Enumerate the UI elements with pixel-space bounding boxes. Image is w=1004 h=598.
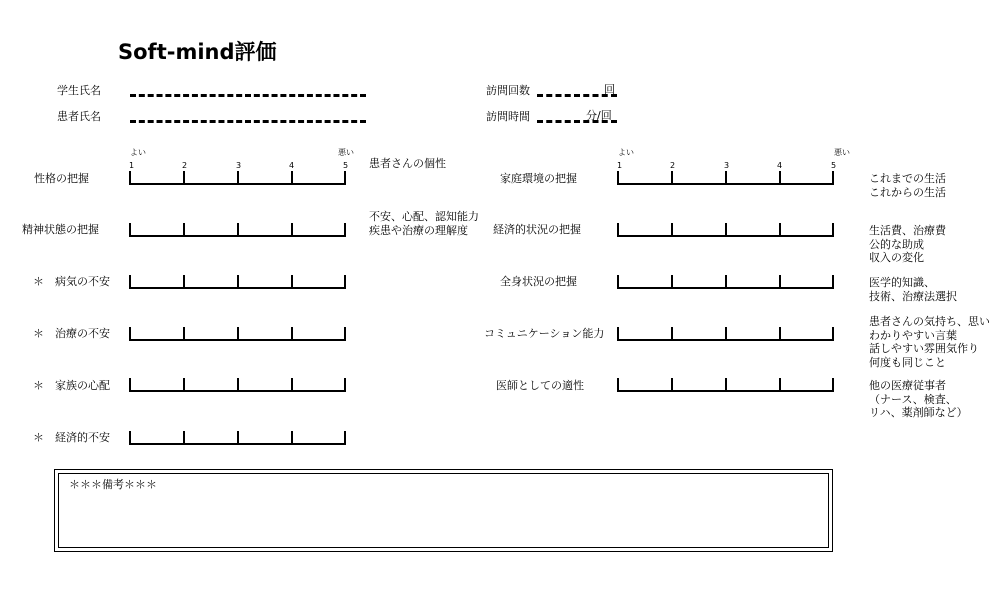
scale-left-bad-label: 悪い [338,148,354,157]
left-item-scale[interactable] [130,327,346,341]
scale-left-num-1: 1 [129,161,135,170]
left-item-label: 性格の把握 [34,172,89,185]
right-item-label: 全身状況の把握 [500,275,577,288]
right-item-label: 経済的状況の把握 [493,223,581,236]
middle-note-line: 不安、心配、認知能力 [369,210,479,223]
left-item-scale[interactable] [130,171,346,185]
right-note-line: 収入の変化 [869,251,924,264]
left-item-scale[interactable] [130,223,346,237]
left-item-scale[interactable] [130,275,346,289]
right-item-scale[interactable] [618,223,834,237]
scale-left-num-4: 4 [289,161,295,170]
right-item-notes [869,224,946,265]
scale-right-num-4: 4 [777,161,783,170]
left-item-label: ＊ 病気の不安 [33,275,110,288]
middle-note-line: 疾患や治療の理解度 [369,223,468,237]
scale-right-good-label: よい [618,148,634,157]
visit-time-unit: 分/回 [586,109,612,122]
right-item-label: コミュニケーション能力 [484,327,605,340]
right-note-line: 公的な助成 [869,237,924,251]
middle-note [369,157,446,171]
right-note-line: これからの生活 [869,185,946,199]
remarks-inner-frame [58,473,829,548]
scale-right-num-3: 3 [724,161,730,170]
right-item-notes [869,276,957,303]
page-title: Soft-mind評価 [118,40,277,64]
right-item-label: 家庭環境の把握 [500,172,577,185]
remarks-label: ＊＊＊備考＊＊＊ [69,478,157,491]
right-item-label: 医師としての適性 [496,379,584,392]
right-note-line: 他の医療従事者 [869,379,946,392]
right-note-line: 生活費、治療費 [869,224,946,237]
visit-count-unit: 回 [604,83,615,96]
right-item-scale[interactable] [618,327,834,341]
visit-count-label: 訪問回数 [486,84,530,97]
right-note-line: 医学的知識、 [869,276,935,289]
left-item-label: ＊ 家族の心配 [33,379,110,392]
scale-left-good-label: よい [130,148,146,157]
right-note-line: 話しやすい雰囲気作り [869,342,979,355]
right-note-line: リハ、薬剤師など） [869,406,968,419]
left-item-label: ＊ 経済的不安 [33,431,110,444]
scale-right-num-1: 1 [617,161,623,170]
right-note-line: わかりやすい言葉 [869,328,957,342]
patient-name-field[interactable] [130,120,366,123]
scale-right-bad-label: 悪い [834,148,850,157]
right-item-notes [869,315,990,369]
left-item-scale[interactable] [130,431,346,445]
left-item-label: 精神状態の把握 [22,223,99,236]
scale-right-num-5: 5 [831,161,837,170]
right-note-line: （ナース、検査、 [869,392,957,406]
middle-note [369,210,479,237]
scale-left-num-2: 2 [182,161,188,170]
student-name-field[interactable] [130,94,366,97]
patient-name-label: 患者氏名 [57,110,101,123]
left-item-scale[interactable] [130,378,346,392]
right-note-line: これまでの生活 [869,172,946,185]
scale-left-num-5: 5 [343,161,349,170]
right-item-scale[interactable] [618,171,834,185]
right-item-notes [869,172,946,199]
right-item-scale[interactable] [618,378,834,392]
remarks-box[interactable] [54,469,833,552]
scale-left-num-3: 3 [236,161,242,170]
middle-note-line: 患者さんの個性 [369,157,446,170]
left-item-label: ＊ 治療の不安 [33,327,110,340]
right-note-line: 何度も同じこと [869,355,946,369]
right-item-notes [869,379,968,420]
visit-time-label: 訪問時間 [486,110,530,123]
right-item-scale[interactable] [618,275,834,289]
right-note-line: 技術、治療法選択 [869,289,957,303]
right-note-line: 患者さんの気持ち、思い [869,315,990,328]
scale-right-num-2: 2 [670,161,676,170]
student-name-label: 学生氏名 [57,84,101,97]
